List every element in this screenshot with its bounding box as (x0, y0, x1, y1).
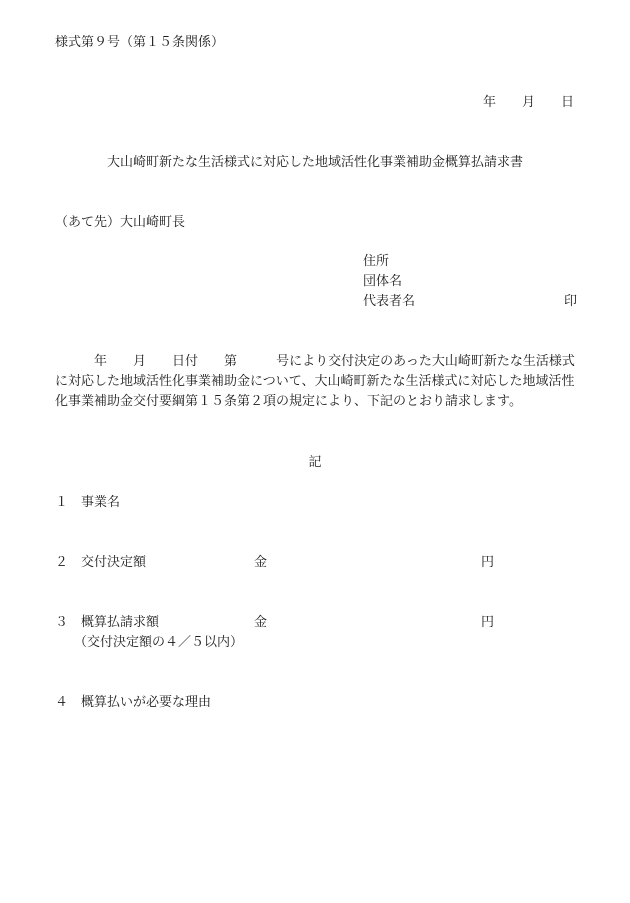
date-year-label: 年 (482, 95, 496, 110)
item-label: 概算払いが必要な理由 (81, 695, 212, 710)
item-project-name (55, 493, 120, 513)
representative-label: 代表者名 (363, 294, 416, 309)
ref-day-label: 日付 (172, 354, 199, 369)
item-number: ４ (55, 695, 69, 710)
item-label: 交付決定額 (81, 555, 147, 570)
submission-date-line (457, 93, 574, 113)
representative-row (363, 292, 577, 312)
ki-heading: 記 (308, 455, 322, 470)
item-advance-reason (55, 693, 211, 713)
item-label: 概算払請求額 (81, 615, 160, 630)
item-number: ２ (55, 555, 69, 570)
address-label: 住所 (363, 254, 390, 269)
advance-amount-kin: 金 (254, 615, 268, 630)
grant-amount-yen: 円 (481, 555, 495, 570)
applicant-block (363, 252, 577, 312)
grant-amount-kin: 金 (254, 555, 268, 570)
ref-number-prefix: 第 (224, 354, 238, 369)
item-label: 事業名 (81, 495, 121, 510)
address-row (363, 252, 577, 272)
ref-month-label: 月 (133, 354, 147, 369)
item-grant-amount (55, 553, 146, 573)
request-statement-text: 号により交付決定のあった大山崎町新たな生活様式に対応した地域活性化事業補助金について、大山崎町新たな生活様式に対応した地域活性化事業補助金交付要綱第１５条第２項の規定により、下記のとおり請求します。 (55, 354, 575, 409)
ref-year-label: 年 (94, 354, 108, 369)
addressee: （あて先）大山崎町長 (55, 215, 186, 230)
organization-label: 団体名 (363, 274, 403, 289)
form-number: 様式第９号（第１５条関係） (55, 35, 225, 50)
item-number: ３ (55, 615, 69, 630)
organization-row (363, 272, 577, 292)
advance-amount-note: （交付決定額の４／５以内） (74, 635, 244, 650)
item-number: １ (55, 495, 69, 510)
request-statement (55, 352, 577, 412)
seal-mark: 印 (563, 294, 577, 309)
item-advance-request-amount (55, 613, 159, 633)
date-day-label: 日 (560, 95, 574, 110)
document-title: 大山崎町新たな生活様式に対応した地域活性化事業補助金概算払請求書 (106, 155, 523, 170)
advance-amount-yen: 円 (481, 615, 495, 630)
date-month-label: 月 (521, 95, 535, 110)
